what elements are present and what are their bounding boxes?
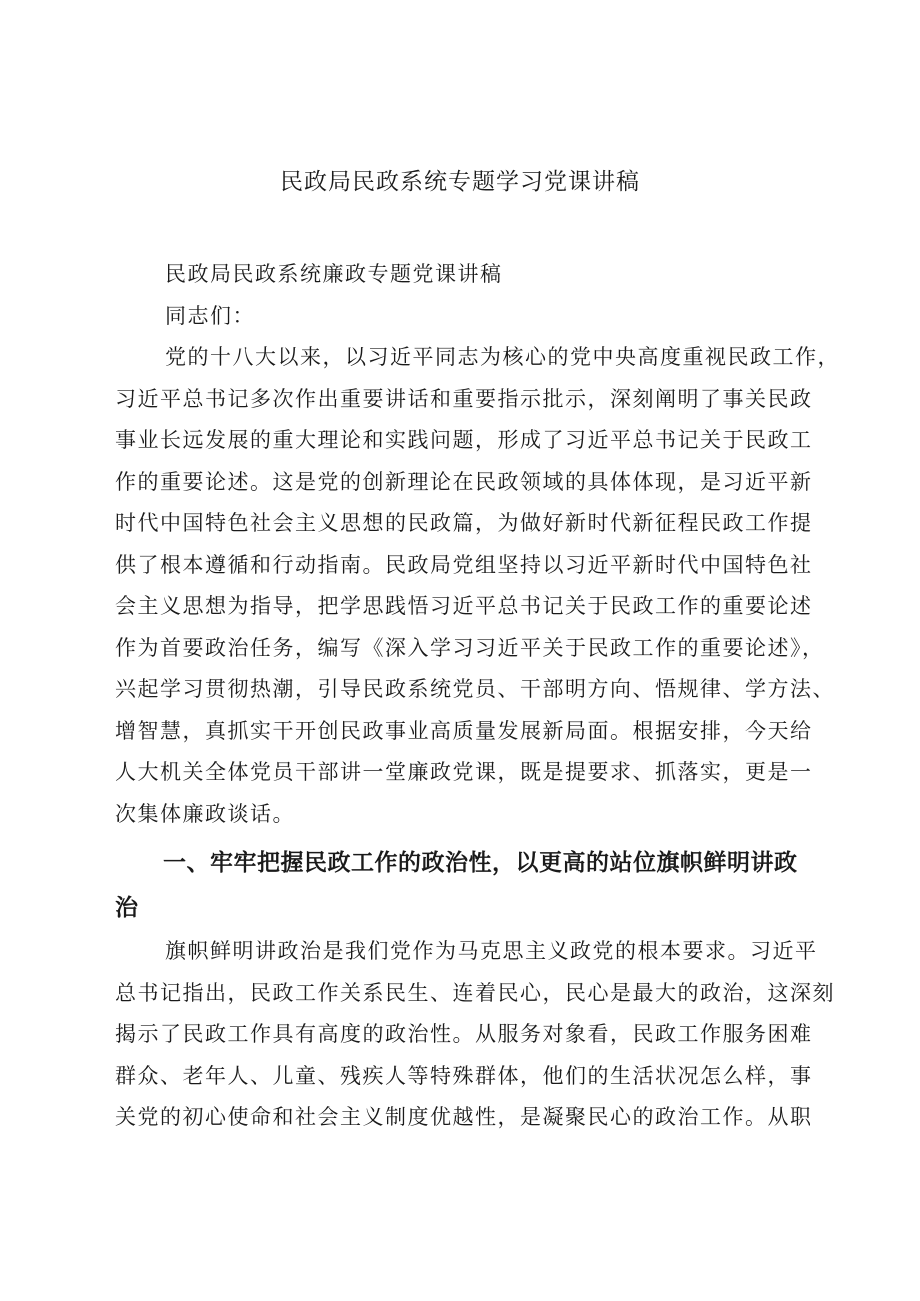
text-line: 事业长远发展的重大理论和实践问题，形成了习近平总书记关于民政工 — [115, 428, 813, 452]
text-line: 总书记指出，民政工作关系民生、连着民心，民心是最大的政治，这深刻 — [115, 980, 835, 1005]
heading-line: 治 — [115, 895, 139, 921]
text-line: 作为首要政治任务，编写《深入学习习近平关于民政工作的重要论述》， — [115, 635, 825, 660]
document-title: 民政局民政系统专题学习党课讲稿 — [280, 169, 640, 195]
text-line: 关党的初心使命和社会主义制度优越性，是凝聚民心的政治工作。从职 — [115, 1105, 813, 1129]
text-line: 旗帜鲜明讲政治是我们党作为马克思主义政党的根本要求。习近平 — [165, 939, 818, 963]
text-line: 作的重要论述。这是党的创新理论在民政领域的具体体现，是习近平新 — [115, 469, 813, 494]
paragraph-2 — [115, 931, 845, 1139]
paragraph-1 — [115, 337, 845, 835]
heading-line: 一、牢牢把握民政工作的政治性，以更高的站位旗帜鲜明讲政 — [163, 850, 798, 876]
text-line: 揭示了民政工作具有高度的政治性。从服务对象看，民政工作服务困难 — [115, 1022, 813, 1046]
text-line: 人大机关全体党员干部讲一堂廉政党课，既是提要求、抓落实，更是一 — [115, 760, 813, 784]
section-heading-1 — [115, 841, 845, 931]
greeting: 同志们： — [165, 303, 255, 328]
text-line: 时代中国特色社会主义思想的民政篇，为做好新时代新征程民政工作提 — [115, 511, 813, 535]
text-line: 次集体廉政谈话。 — [115, 801, 295, 826]
text-line: 会主义思想为指导，把学思践悟习近平总书记关于民政工作的重要论述 — [115, 594, 813, 618]
text-line: 兴起学习贯彻热潮，引导民政系统党员、干部明方向、悟规律、学方法、 — [115, 677, 835, 701]
text-line: 习近平总书记多次作出重要讲话和重要指示批示，深刻阐明了事关民政 — [115, 386, 813, 411]
text-line: 群众、老年人、儿童、残疾人等特殊群体，他们的生活状况怎么样，事 — [115, 1063, 813, 1088]
document-body — [115, 254, 845, 1139]
text-line: 党的十八大以来，以习近平同志为核心的党中央高度重视民政工作， — [165, 345, 840, 369]
text-line: 增智慧，真抓实干开创民政事业高质量发展新局面。根据安排，今天给 — [115, 718, 813, 743]
document-subtitle: 民政局民政系统廉政专题党课讲稿 — [165, 262, 503, 286]
text-line: 供了根本遵循和行动指南。民政局党组坚持以习近平新时代中国特色社 — [115, 552, 813, 577]
